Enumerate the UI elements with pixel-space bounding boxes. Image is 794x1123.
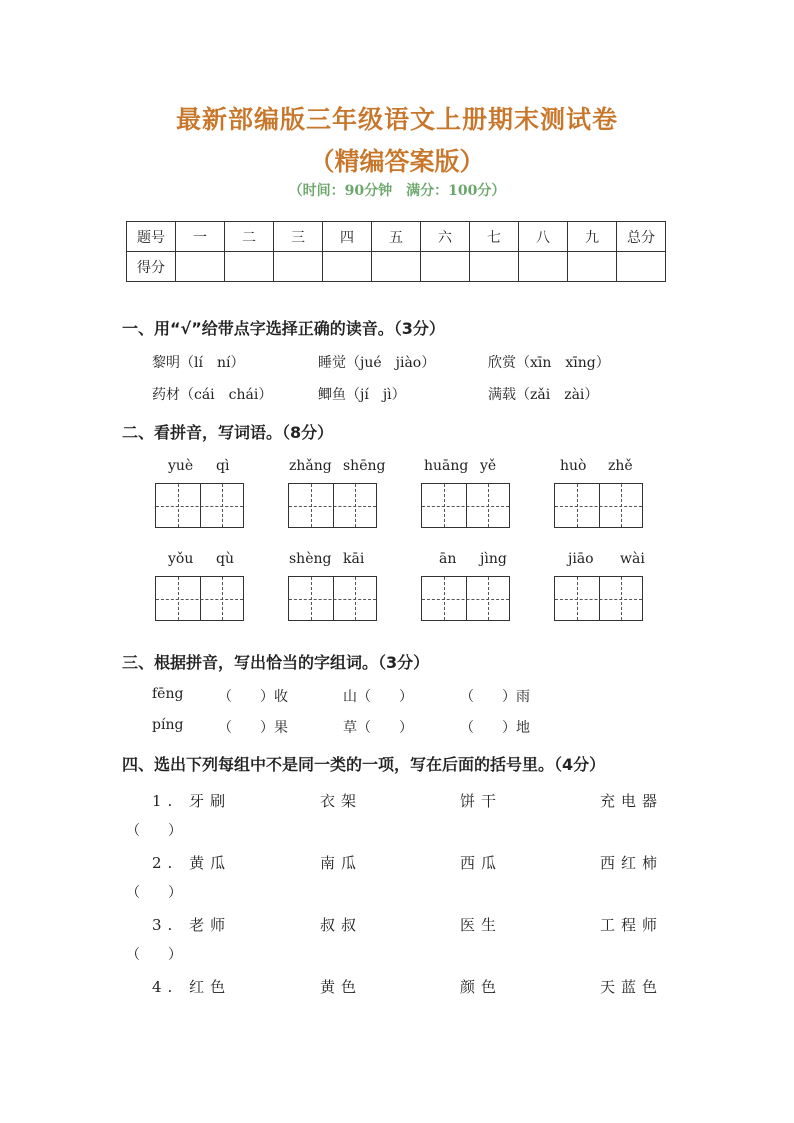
option-text: 4. 红色: [152, 978, 232, 996]
reading-item: 睡觉（jué jiào）: [318, 355, 436, 371]
pinyin-label: jiāo: [568, 551, 594, 567]
option-text: 叔叔: [320, 916, 363, 934]
score-input-cell[interactable]: [421, 252, 470, 282]
pinyin-label: qì: [216, 458, 230, 474]
option-text: 西瓜: [460, 854, 503, 872]
reading-item: 黎明（lí ní）: [152, 355, 245, 371]
pinyin-label: fēng: [152, 686, 184, 702]
score-cell: 五: [372, 222, 421, 252]
pinyin-label: yǒu: [168, 551, 194, 567]
section1-heading: 一、用“√”给带点字选择正确的读音。（3分）: [122, 319, 445, 338]
fill-blank[interactable]: （ ）地: [460, 720, 530, 736]
section3-heading: 三、根据拼音，写出恰当的字组词。（3分）: [122, 653, 430, 672]
fill-blank[interactable]: 山（ ）: [343, 689, 413, 705]
fill-blank[interactable]: （ ）果: [218, 720, 288, 736]
score-label: 得分: [127, 252, 176, 282]
score-cell: 题号: [127, 222, 176, 252]
option-text: 衣架: [320, 792, 363, 810]
reading-item: 药材（cái chái）: [152, 387, 273, 403]
pinyin-label: wài: [620, 551, 645, 567]
score-cell: 八: [519, 222, 568, 252]
option-text: 工程师: [600, 916, 664, 934]
score-input-cell[interactable]: [617, 252, 666, 282]
option-text: 医生: [460, 916, 503, 934]
pinyin-label: kāi: [343, 551, 365, 567]
writing-grid[interactable]: [554, 576, 643, 621]
pinyin-label: zhě: [608, 458, 633, 474]
pinyin-label: jìng: [480, 551, 507, 567]
score-table-header-row: [127, 222, 666, 252]
pinyin-label: yě: [480, 458, 497, 474]
pinyin-label: shēng: [343, 458, 386, 474]
score-table: [126, 221, 666, 282]
writing-grid[interactable]: [421, 483, 510, 528]
pinyin-label: huāng: [424, 458, 469, 474]
option-text: 1. 牙刷: [152, 792, 232, 810]
score-cell: 四: [323, 222, 372, 252]
option-text: 饼干: [460, 792, 503, 810]
option-text: 2. 黄瓜: [152, 854, 232, 872]
pinyin-label: zhǎng: [289, 458, 332, 474]
score-cell: 六: [421, 222, 470, 252]
fill-blank[interactable]: 草（ ）: [343, 720, 413, 736]
score-input-cell[interactable]: [176, 252, 225, 282]
answer-paren[interactable]: （ ）: [126, 823, 182, 839]
writing-grid[interactable]: [554, 483, 643, 528]
option-text: 充电器: [600, 792, 664, 810]
score-cell: 总分: [617, 222, 666, 252]
option-text: 南瓜: [320, 854, 363, 872]
pinyin-label: shèng: [289, 551, 332, 567]
score-table-score-row: [127, 252, 666, 282]
pinyin-label: píng: [152, 717, 184, 733]
writing-grid[interactable]: [288, 576, 377, 621]
reading-item: 满载（zǎi zài）: [488, 387, 599, 403]
option-text: 颜色: [460, 978, 503, 996]
score-cell: 三: [274, 222, 323, 252]
score-input-cell[interactable]: [519, 252, 568, 282]
doc-subtitle: （精编答案版）: [309, 147, 485, 176]
reading-item: 欣赏（xīn xīng）: [488, 355, 610, 371]
option-text: 西红柿: [600, 854, 664, 872]
score-input-cell[interactable]: [372, 252, 421, 282]
option-text: 黄色: [320, 978, 363, 996]
score-input-cell[interactable]: [225, 252, 274, 282]
score-input-cell[interactable]: [470, 252, 519, 282]
answer-paren[interactable]: （ ）: [126, 947, 182, 963]
score-cell: 二: [225, 222, 274, 252]
section4-heading: 四、选出下列每组中不是同一类的一项，写在后面的括号里。（4分）: [122, 755, 606, 774]
pinyin-label: ān: [439, 551, 457, 567]
pinyin-label: qù: [216, 551, 234, 567]
fill-blank[interactable]: （ ）雨: [460, 689, 530, 705]
score-input-cell[interactable]: [274, 252, 323, 282]
score-input-cell[interactable]: [323, 252, 372, 282]
score-cell: 一: [176, 222, 225, 252]
score-cell: 七: [470, 222, 519, 252]
score-input-cell[interactable]: [568, 252, 617, 282]
answer-paren[interactable]: （ ）: [126, 885, 182, 901]
option-text: 天蓝色: [600, 978, 664, 996]
pinyin-label: yuè: [168, 458, 194, 474]
section2-heading: 二、看拼音，写词语。（8分）: [122, 423, 334, 442]
writing-grid[interactable]: [288, 483, 377, 528]
option-text: 3. 老师: [152, 916, 232, 934]
doc-title: 最新部编版三年级语文上册期末测试卷: [175, 105, 618, 134]
reading-item: 鲫鱼（jí jì）: [318, 387, 406, 403]
pinyin-label: huò: [560, 458, 587, 474]
writing-grid[interactable]: [421, 576, 510, 621]
doc-info: （时间：90分钟 满分：100分）: [288, 183, 506, 199]
writing-grid[interactable]: [155, 483, 244, 528]
fill-blank[interactable]: （ ）收: [218, 689, 288, 705]
writing-grid[interactable]: [155, 576, 244, 621]
score-cell: 九: [568, 222, 617, 252]
